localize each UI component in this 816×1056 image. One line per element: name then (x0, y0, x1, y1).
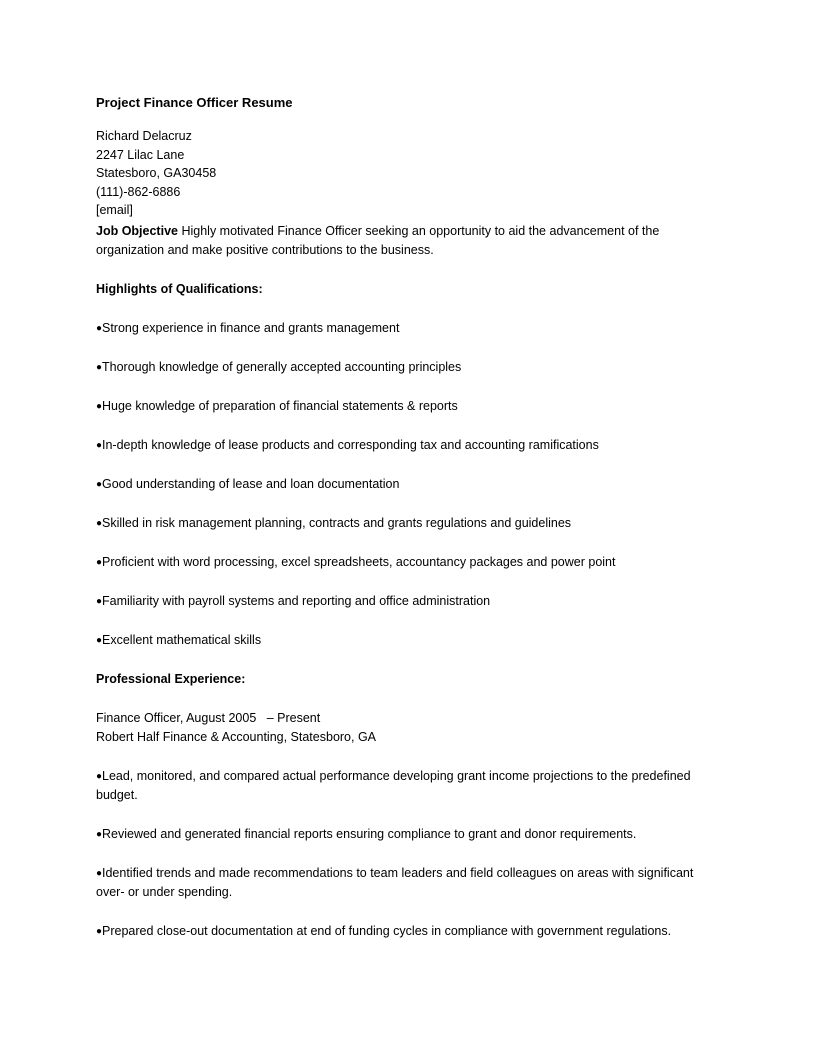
list-item: ●Huge knowledge of preparation of financial statements & reports (96, 397, 716, 416)
bullet-icon: ● (96, 867, 103, 879)
list-item: ●In-depth knowledge of lease products and corresponding tax and accounting ramifications (96, 436, 716, 455)
bullet-icon: ● (96, 439, 103, 451)
job-title: Finance Officer, August 2005 – Present (96, 710, 321, 725)
bullet-icon: ● (96, 634, 103, 646)
contact-city: Statesboro, GA30458 (96, 166, 217, 180)
contact-block (96, 127, 716, 220)
list-item: ●Skilled in risk management planning, contracts and grants regulations and guidelines (96, 514, 716, 533)
contact-phone: (111)-862-6886 (96, 184, 181, 199)
list-item: ●Prepared close-out documentation at end of funding cycles in compliance with government regulations. (96, 922, 716, 941)
bullet-icon: ● (96, 478, 103, 490)
bullet-icon: ● (96, 517, 103, 529)
bullet-icon: ● (96, 322, 103, 334)
experience-list (96, 767, 716, 941)
highlights-list (96, 319, 716, 650)
list-item: ●Excellent mathematical skills (96, 631, 716, 650)
bullet-icon: ● (96, 400, 103, 412)
experience-heading: Professional Experience: (96, 671, 246, 686)
job-objective-label: Job Objective (96, 223, 178, 238)
contact-email: [email] (96, 203, 133, 217)
list-item: ●Thorough knowledge of generally accepted accounting principles (96, 358, 716, 377)
document-title: Project Finance Officer Resume (96, 95, 293, 110)
list-item: ●Identified trends and made recommendations to team leaders and field colleagues on areas with significant over- or under spending. (96, 865, 694, 899)
contact-street: 2247 Lilac Lane (96, 147, 185, 162)
bullet-icon: ● (96, 595, 103, 607)
job-objective-text: Highly motivated Finance Officer seeking an opportunity to aid the advancement of the organization and make positive contributions to the business. (96, 223, 660, 257)
job-employer: Robert Half Finance & Accounting, Statesboro, GA (96, 729, 377, 744)
bullet-icon: ● (96, 556, 103, 568)
job-entry (96, 709, 716, 747)
bullet-icon: ● (96, 361, 103, 373)
job-objective (96, 222, 716, 260)
highlights-heading: Highlights of Qualifications: (96, 281, 263, 296)
resume-document (96, 94, 716, 961)
contact-name: Richard Delacruz (96, 129, 192, 143)
list-item: ●Reviewed and generated financial reports ensuring compliance to grant and donor requirements. (96, 825, 716, 844)
list-item: ●Proficient with word processing, excel spreadsheets, accountancy packages and power point (96, 553, 716, 572)
bullet-icon: ● (96, 770, 103, 782)
list-item: ●Strong experience in finance and grants management (96, 319, 716, 338)
bullet-icon: ● (96, 925, 103, 937)
list-item: ●Good understanding of lease and loan documentation (96, 475, 716, 494)
list-item: ●Familiarity with payroll systems and reporting and office administration (96, 592, 716, 611)
list-item: ●Lead, monitored, and compared actual performance developing grant income projections to the predefined budget. (96, 768, 691, 802)
bullet-icon: ● (96, 828, 103, 840)
